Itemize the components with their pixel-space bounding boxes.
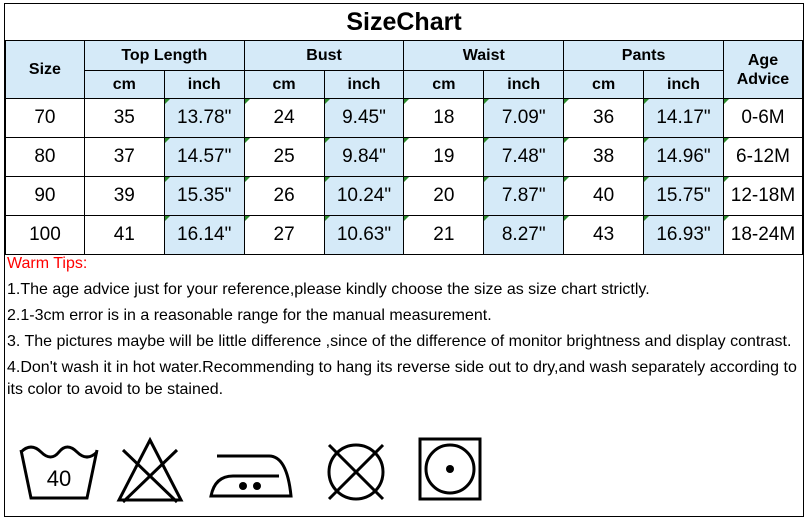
unit-inch: inch bbox=[324, 71, 404, 99]
tip-item: 3. The pictures maybe will be little difference ,since of the difference of monitor brightness and display contrast. bbox=[7, 333, 792, 350]
cell-waist-cm: 18 bbox=[404, 99, 484, 138]
cell-bust-inch: 10.63" bbox=[324, 216, 404, 255]
cell-bust-inch: 9.45" bbox=[324, 99, 404, 138]
cell-size: 90 bbox=[6, 177, 85, 216]
wash-40-icon bbox=[17, 436, 101, 506]
chart-title: SizeChart bbox=[5, 4, 803, 41]
cell-pants-inch: 14.96" bbox=[644, 138, 724, 177]
table-row bbox=[6, 138, 803, 177]
iron-medium-icon bbox=[207, 436, 297, 506]
header-age-line2: Advice bbox=[736, 70, 790, 88]
cell-pants-cm: 43 bbox=[564, 216, 644, 255]
header-age-line1: Age bbox=[747, 51, 779, 69]
cell-top-inch: 13.78" bbox=[164, 99, 244, 138]
unit-inch: inch bbox=[484, 71, 564, 99]
cell-age: 6-12M bbox=[723, 138, 802, 177]
cell-age: 12-18M bbox=[723, 177, 802, 216]
cell-age: 18-24M bbox=[723, 216, 802, 255]
cell-bust-cm: 27 bbox=[244, 216, 324, 255]
cell-bust-cm: 26 bbox=[244, 177, 324, 216]
warm-tips-heading: Warm Tips: bbox=[7, 255, 88, 272]
cell-size: 70 bbox=[6, 99, 85, 138]
cell-waist-cm: 20 bbox=[404, 177, 484, 216]
unit-cm: cm bbox=[404, 71, 484, 99]
tumble-dry-low-icon bbox=[417, 436, 483, 502]
cell-pants-cm: 38 bbox=[564, 138, 644, 177]
unit-cm: cm bbox=[244, 71, 324, 99]
cell-waist-inch: 7.87" bbox=[484, 177, 564, 216]
header-row bbox=[6, 41, 803, 71]
tip-item: 4.Don't wash it in hot water.Recommending to hang its reverse side out to dry,and wash separately according to its color to avoid to be stained. bbox=[7, 359, 797, 398]
do-not-dry-clean-icon bbox=[321, 436, 391, 506]
cell-top-inch: 16.14" bbox=[164, 216, 244, 255]
cell-bust-cm: 24 bbox=[244, 99, 324, 138]
cell-bust-cm: 25 bbox=[244, 138, 324, 177]
header-top-length: Top Length bbox=[84, 41, 244, 71]
cell-top-cm: 41 bbox=[84, 216, 164, 255]
unit-row bbox=[6, 71, 803, 99]
do-not-bleach-icon bbox=[115, 436, 185, 506]
unit-cm: cm bbox=[84, 71, 164, 99]
cell-bust-inch: 9.84" bbox=[324, 138, 404, 177]
cell-pants-inch: 15.75" bbox=[644, 177, 724, 216]
cell-bust-inch: 10.24" bbox=[324, 177, 404, 216]
unit-cm: cm bbox=[564, 71, 644, 99]
table-row bbox=[6, 177, 803, 216]
cell-top-cm: 35 bbox=[84, 99, 164, 138]
table-row bbox=[6, 216, 803, 255]
cell-top-inch: 15.35" bbox=[164, 177, 244, 216]
header-waist: Waist bbox=[404, 41, 564, 71]
wash-temp-label: 40 bbox=[46, 466, 72, 491]
cell-age: 0-6M bbox=[723, 99, 802, 138]
table-row bbox=[6, 99, 803, 138]
cell-top-cm: 39 bbox=[84, 177, 164, 216]
size-table bbox=[5, 40, 803, 255]
header-age-advice bbox=[723, 41, 802, 99]
cell-waist-inch: 8.27" bbox=[484, 216, 564, 255]
tip-item: 1.The age advice just for your reference,please kindly choose the size as size chart strictly. bbox=[7, 281, 650, 298]
cell-size: 80 bbox=[6, 138, 85, 177]
cell-top-cm: 37 bbox=[84, 138, 164, 177]
size-chart-frame bbox=[4, 3, 804, 517]
cell-pants-inch: 16.93" bbox=[644, 216, 724, 255]
unit-inch: inch bbox=[164, 71, 244, 99]
unit-inch: inch bbox=[644, 71, 724, 99]
cell-top-inch: 14.57" bbox=[164, 138, 244, 177]
cell-waist-inch: 7.09" bbox=[484, 99, 564, 138]
warm-tips bbox=[7, 252, 797, 401]
header-bust: Bust bbox=[244, 41, 404, 71]
cell-waist-inch: 7.48" bbox=[484, 138, 564, 177]
cell-size: 100 bbox=[6, 216, 85, 255]
header-size: Size bbox=[6, 41, 85, 99]
cell-waist-cm: 21 bbox=[404, 216, 484, 255]
header-pants: Pants bbox=[564, 41, 724, 71]
cell-pants-cm: 36 bbox=[564, 99, 644, 138]
tip-item: 2.1-3cm error is in a reasonable range for the manual measurement. bbox=[7, 307, 492, 324]
cell-pants-inch: 14.17" bbox=[644, 99, 724, 138]
cell-waist-cm: 19 bbox=[404, 138, 484, 177]
cell-pants-cm: 40 bbox=[564, 177, 644, 216]
